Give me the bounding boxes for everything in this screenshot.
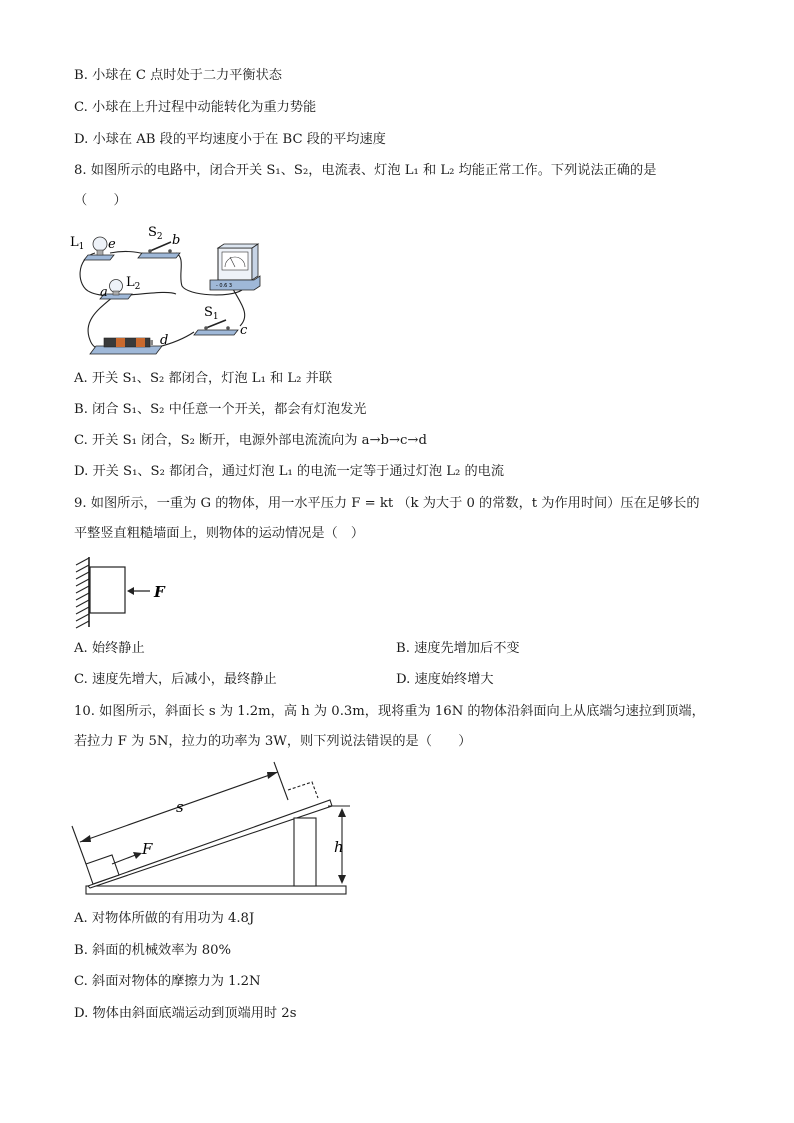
incline-diagram: [66, 760, 356, 900]
force-arrowhead: [127, 587, 134, 595]
label-L1: $L_1$: [70, 235, 85, 252]
label-S1: $S_1$: [204, 305, 219, 322]
q8-stem-line2: （ ）: [74, 193, 127, 208]
q10-stem-line1: 10. 如图所示，斜面长 s 为 1.2m，高 h 为 0.3m，现将重为 16N 的物体沿斜面向上从底端匀速拉到顶端，: [74, 704, 705, 719]
switch-s1: [194, 320, 238, 335]
wall-hatch: [76, 557, 89, 628]
q8-option-b: B. 闭合 S₁、S₂ 中任意一个开关，都会有灯泡发光: [74, 402, 367, 417]
s-extension-left: [72, 826, 86, 864]
block: [90, 567, 125, 613]
q10-stem-line2: 若拉力 F 为 5N，拉力的功率为 3W，则下列说法错误的是（ ）: [74, 734, 472, 749]
q7-option-c: C. 小球在上升过程中动能转化为重力势能: [74, 100, 317, 115]
s-arrowhead-right: [267, 772, 278, 779]
q8-option-d: D. 开关 S₁、S₂ 都闭合，通过灯泡 L₁ 的电流一定等于通过灯泡 L₂ 的电流: [74, 464, 505, 479]
label-b: b: [172, 233, 181, 248]
q10-option-d: D. 物体由斜面底端运动到顶端用时 2s: [74, 1006, 297, 1021]
pull-force-line: [112, 854, 138, 864]
q7-option-b: B. 小球在 C 点时处于二力平衡状态: [74, 68, 282, 83]
q10-option-a: A. 对物体所做的有用功为 4.8J: [74, 911, 255, 926]
ground-base: [86, 886, 346, 894]
block-at-top-dashed: [288, 782, 318, 798]
label-L2: $L_2$: [126, 275, 141, 292]
q9-stem-line1: 9. 如图所示，一重为 G 的物体，用一水平压力 F = kt （k 为大于 0 的常数，t 为作用时间）压在足够长的: [74, 496, 700, 511]
label-S2: $S_2$: [148, 225, 163, 242]
wall-block-diagram: [70, 555, 180, 630]
q9-option-c: C. 速度先增大，后减小，最终静止: [74, 672, 277, 687]
label-d: d: [160, 333, 169, 348]
q9-option-d: D. 速度始终增大: [396, 672, 494, 687]
battery-holder: [90, 338, 162, 354]
label-a: a: [100, 285, 108, 300]
q7-option-d: D. 小球在 AB 段的平均速度小于在 BC 段的平均速度: [74, 132, 386, 147]
label-F: F: [154, 583, 165, 601]
q9-option-b: B. 速度先增加后不变: [396, 641, 520, 656]
ammeter: [210, 244, 260, 290]
q8-stem-line1: 8. 如图所示的电路中，闭合开关 S₁、S₂，电流表、灯泡 L₁ 和 L₂ 均能正常工作。下列说法正确的是: [74, 163, 657, 178]
ammeter-ticks: - 0.6 3: [216, 283, 233, 289]
label-e: e: [108, 237, 116, 252]
q8-option-c: C. 开关 S₁ 闭合，S₂ 断开，电源外部电流流向为 a→b→c→d: [74, 433, 427, 448]
support-post: [294, 818, 316, 886]
h-arrowhead-bottom: [338, 875, 346, 884]
label-h: h: [334, 838, 344, 856]
label-c: c: [240, 323, 248, 338]
q9-option-a: A. 始终静止: [74, 641, 145, 656]
q10-option-b: B. 斜面的机械效率为 80%: [74, 943, 232, 958]
s-extension-right: [274, 762, 288, 800]
h-arrowhead-top: [338, 808, 346, 817]
label-F: F: [142, 840, 153, 858]
label-s: s: [176, 798, 184, 816]
q9-stem-line2: 平整竖直粗糙墙面上，则物体的运动情况是（ ）: [74, 526, 365, 541]
q10-option-c: C. 斜面对物体的摩擦力为 1.2N: [74, 974, 261, 989]
s-arrowhead-left: [80, 835, 91, 842]
circuit-diagram: [70, 222, 270, 358]
q8-option-a: A. 开关 S₁、S₂ 都闭合，灯泡 L₁ 和 L₂ 并联: [74, 371, 333, 386]
